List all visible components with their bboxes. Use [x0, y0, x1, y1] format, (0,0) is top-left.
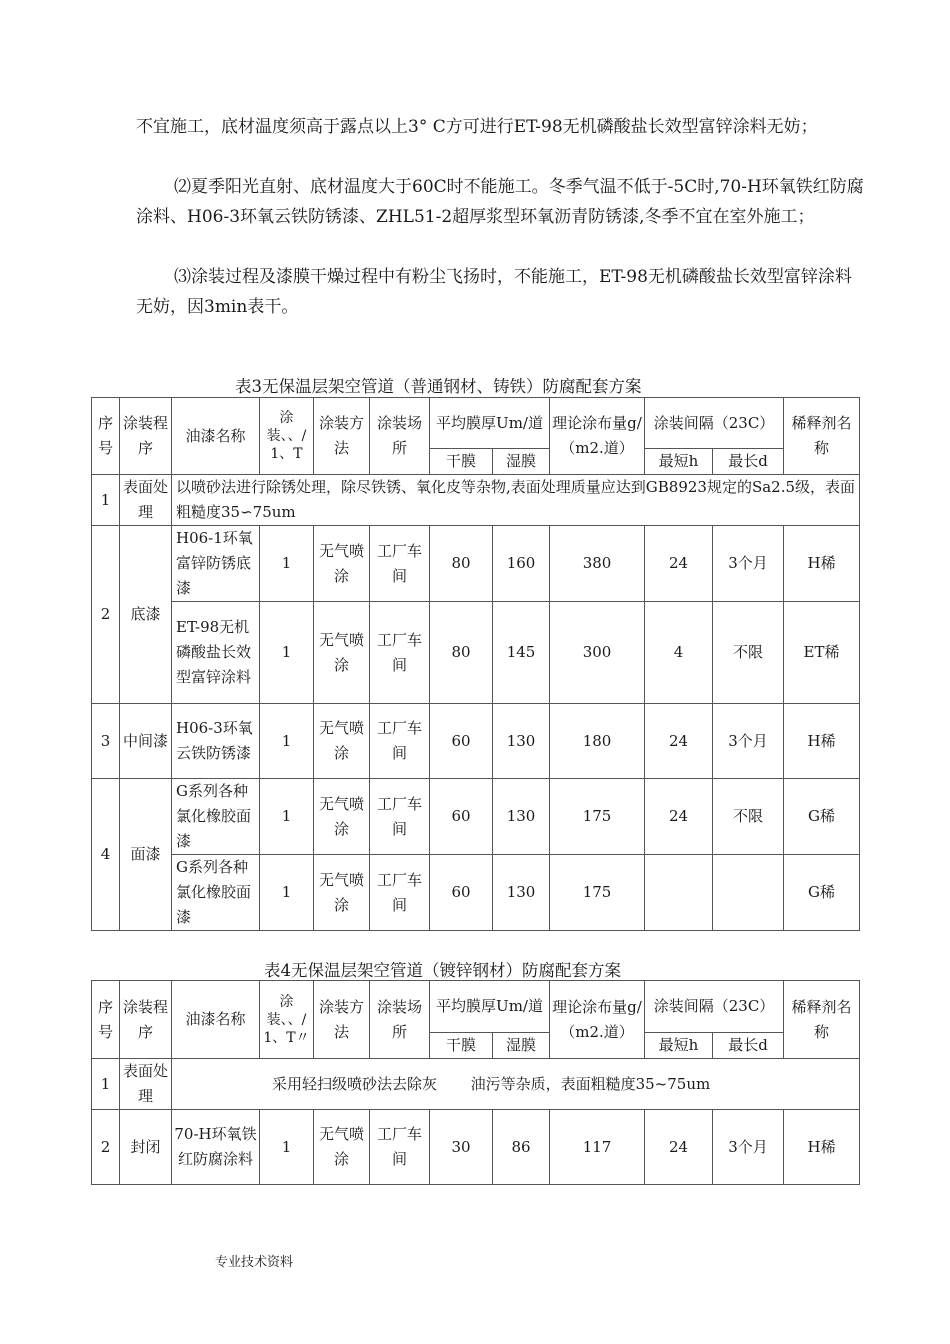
table4 — [91, 980, 860, 1185]
table3-row5-method: 无气喷涂 — [314, 855, 370, 931]
table4-row1-procedure: 封闭 — [120, 1110, 172, 1185]
table3-row4-procedure: 面漆 — [120, 779, 172, 931]
table3-header-place: 涂装场所 — [370, 398, 430, 475]
table4-surface-row — [92, 1059, 860, 1110]
table-row — [92, 855, 860, 931]
table3-row1-method: 无气喷涂 — [314, 526, 370, 602]
table-row — [92, 779, 860, 855]
table3-row5-place: 工厂车间 — [370, 855, 430, 931]
table3-row1-coverage: 380 — [550, 526, 645, 602]
table4-header-method: 涂装方法 — [314, 981, 370, 1059]
table3-header-paint: 油漆名称 — [172, 398, 260, 475]
table4-header-dry: 干膜 — [430, 1033, 493, 1059]
table3-header-thickness: 平均膜厚Um/道 — [430, 398, 550, 449]
table3-header-min: 最短h — [645, 449, 713, 475]
table3-row4-min: 24 — [645, 779, 713, 855]
table4-header-row-1 — [92, 981, 860, 1033]
table3-header-coats: 涂装、、/1、T — [260, 398, 314, 475]
table3-row4-coverage: 175 — [550, 779, 645, 855]
page-footer: 专业技术资料 — [215, 1255, 294, 1270]
table3-row2-coverage: 300 — [550, 602, 645, 704]
table-row — [92, 526, 860, 602]
table-row — [92, 1110, 860, 1185]
table3-row4-dry: 60 — [430, 779, 493, 855]
table3-row1-wet: 160 — [493, 526, 550, 602]
table3-header-row-1 — [92, 398, 860, 449]
table3-row2-place: 工厂车间 — [370, 602, 430, 704]
table3-row3-thinner: H稀 — [784, 704, 860, 779]
table3-row5-max — [713, 855, 784, 931]
table3-row1-coats: 1 — [260, 526, 314, 602]
table3-row5-coverage: 175 — [550, 855, 645, 931]
table3-header-coverage: 理论涂布量g/（m2.道） — [550, 398, 645, 475]
table3-row3-dry: 60 — [430, 704, 493, 779]
table3-row2-coats: 1 — [260, 602, 314, 704]
table3-row3-seq: 3 — [92, 704, 120, 779]
table4-row1-max: 3个月 — [713, 1110, 784, 1185]
table4-row1-place: 工厂车间 — [370, 1110, 430, 1185]
table3-header-wet: 湿膜 — [493, 449, 550, 475]
table4-header-wet: 湿膜 — [493, 1033, 550, 1059]
table4-header-paint: 油漆名称 — [172, 981, 260, 1059]
table4-header-place: 涂装场所 — [370, 981, 430, 1059]
table3-row1-seq: 2 — [92, 526, 120, 704]
table3-row1-paint: H06-1环氧富锌防锈底漆 — [172, 526, 260, 602]
table4-row1-method: 无气喷涂 — [314, 1110, 370, 1185]
table3-row4-seq: 4 — [92, 779, 120, 931]
table3-row3-min: 24 — [645, 704, 713, 779]
table3-header-dry: 干膜 — [430, 449, 493, 475]
table4-header-thickness: 平均膜厚Um/道 — [430, 981, 550, 1033]
table3-header-procedure: 涂装程序 — [120, 398, 172, 475]
table3-surface-text: 以喷砂法进行除锈处理，除尽铁锈、氧化皮等杂物,表面处理质量应达到GB8923规定的Sa2.5级，表面粗糙度35∽75um — [172, 475, 860, 526]
table4-header-max: 最长d — [713, 1033, 784, 1059]
table4-row1-dry: 30 — [430, 1110, 493, 1185]
table4-row1-paint: 70-H环氧铁红防腐涂料 — [172, 1110, 260, 1185]
table3-row3-coverage: 180 — [550, 704, 645, 779]
table3-row2-wet: 145 — [493, 602, 550, 704]
table3-header-seq: 序号 — [92, 398, 120, 475]
table3-row2-thinner: ET稀 — [784, 602, 860, 704]
table4-row1-coverage: 117 — [550, 1110, 645, 1185]
table3-row5-paint: G系列各种氯化橡胶面漆 — [172, 855, 260, 931]
table3-row5-wet: 130 — [493, 855, 550, 931]
table3-row4-thinner: G稀 — [784, 779, 860, 855]
table3-row5-dry: 60 — [430, 855, 493, 931]
table3-row2-min: 4 — [645, 602, 713, 704]
table4-header-interval: 涂装间隔（23C） — [645, 981, 784, 1033]
intro-paragraph-2: ⑵夏季阳光直射、底材温度大于60C时不能施工。冬季气温不低于-5C时,70-H环氧铁红防腐涂料、H06-3环氧云铁防锈漆、ZHL51-2超厚浆型环氧沥青防锈漆,冬季不宜在室外施工； — [136, 177, 864, 227]
table4-row1-coats: 1 — [260, 1110, 314, 1185]
table4-surface-procedure: 表面处理 — [120, 1059, 172, 1110]
table3-row1-min: 24 — [645, 526, 713, 602]
table3-row3-max: 3个月 — [713, 704, 784, 779]
table4-surface-seq: 1 — [92, 1059, 120, 1110]
table3-row3-paint: H06-3环氧云铁防锈漆 — [172, 704, 260, 779]
table3-row4-coats: 1 — [260, 779, 314, 855]
table3-row5-min — [645, 855, 713, 931]
table4-header-coverage: 理论涂布量g/（m2.道） — [550, 981, 645, 1059]
table3 — [91, 397, 860, 931]
table3-row4-paint: G系列各种氯化橡胶面漆 — [172, 779, 260, 855]
table3-row2-method: 无气喷涂 — [314, 602, 370, 704]
table3-row1-thinner: H稀 — [784, 526, 860, 602]
table3-row3-place: 工厂车间 — [370, 704, 430, 779]
table3-row1-procedure: 底漆 — [120, 526, 172, 704]
table3-row1-dry: 80 — [430, 526, 493, 602]
table3-row5-thinner: G稀 — [784, 855, 860, 931]
table3-row3-wet: 130 — [493, 704, 550, 779]
table3-row2-paint: ET-98无机磷酸盐长效型富锌涂料 — [172, 602, 260, 704]
table-row — [92, 704, 860, 779]
table3-surface-procedure: 表面处理 — [120, 475, 172, 526]
table3-row3-procedure: 中间漆 — [120, 704, 172, 779]
table3-surface-seq: 1 — [92, 475, 120, 526]
table3-row1-max: 3个月 — [713, 526, 784, 602]
table4-row1-wet: 86 — [493, 1110, 550, 1185]
table-row — [92, 602, 860, 704]
table3-header-method: 涂装方法 — [314, 398, 370, 475]
intro-paragraph-3: ⑶涂装过程及漆膜干燥过程中有粉尘飞扬时，不能施工，ET-98无机磷酸盐长效型富锌涂料无妨，因3min表干。 — [136, 267, 852, 317]
table3-row2-max: 不限 — [713, 602, 784, 704]
table4-header-coats: 涂装、、/1、T〃 — [260, 981, 314, 1059]
intro-paragraph-1: 不宜施工，底材温度须高于露点以上3° C方可进行ET-98无机磷酸盐长效型富锌涂料无妨； — [136, 117, 818, 137]
table3-header-interval: 涂装间隔（23C） — [645, 398, 784, 449]
table3-surface-row — [92, 475, 860, 526]
table4-row1-seq: 2 — [92, 1110, 120, 1185]
table3-row3-coats: 1 — [260, 704, 314, 779]
table3-header-thinner: 稀释剂名称 — [784, 398, 860, 475]
table3-row4-wet: 130 — [493, 779, 550, 855]
table4-surface-text-a: 采用轻扫级喷砂法去除灰 — [272, 1074, 438, 1093]
table3-row1-place: 工厂车间 — [370, 526, 430, 602]
table3-row3-method: 无气喷涂 — [314, 704, 370, 779]
table4-header-seq: 序号 — [92, 981, 120, 1059]
table4-row1-min: 24 — [645, 1110, 713, 1185]
table4-surface-text — [172, 1059, 860, 1110]
table3-row4-place: 工厂车间 — [370, 779, 430, 855]
table4-header-thinner: 稀释剂名称 — [784, 981, 860, 1059]
table4-caption: 表4无保温层架空管道（镀锌钢材）防腐配套方案 — [264, 961, 621, 980]
table4-surface-text-b: 油污等杂质，表面粗糙度35~75um — [470, 1074, 711, 1093]
table3-row5-coats: 1 — [260, 855, 314, 931]
table4-header-procedure: 涂装程序 — [120, 981, 172, 1059]
table3-row4-method: 无气喷涂 — [314, 779, 370, 855]
table4-row1-thinner: H稀 — [784, 1110, 860, 1185]
table4-header-min: 最短h — [645, 1033, 713, 1059]
table3-row4-max: 不限 — [713, 779, 784, 855]
table3-header-max: 最长d — [713, 449, 784, 475]
table3-row2-dry: 80 — [430, 602, 493, 704]
table3-caption: 表3无保温层架空管道（普通钢材、铸铁）防腐配套方案 — [235, 377, 642, 396]
